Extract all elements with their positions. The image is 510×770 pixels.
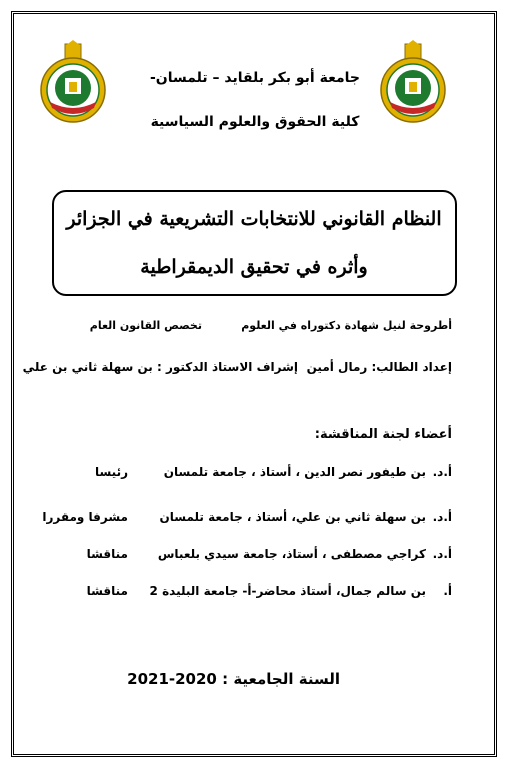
jury-role: مشرفا ومقررا	[42, 510, 128, 524]
thesis-title-line2: وأثره في تحقيق الديمقراطية	[140, 256, 368, 278]
jury-title: أ.	[443, 584, 452, 598]
thesis-title-line1: النظام القانوني للانتخابات التشريعية في الجزائر	[66, 208, 442, 230]
jury-title: أ.د.	[432, 547, 452, 561]
jury-role: رئيسا	[94, 465, 128, 479]
thesis-specialty: تخصص القانون العام	[89, 319, 202, 332]
jury-title: أ.د.	[432, 510, 452, 524]
university-name: جامعة أبو بكر بلقايد – تلمسان-	[150, 70, 360, 86]
supervisor-name: إشراف الاستاذ الدكتور : بن سهلة ثاني بن علي	[22, 360, 298, 374]
jury-title: أ.د.	[432, 465, 452, 479]
university-seal-icon	[38, 40, 108, 128]
jury-member-name: بن طيفور نصر الدين ، أستاذ ، جامعة تلمسان	[163, 465, 426, 479]
jury-heading: أعضاء لجنة المناقشة:	[314, 427, 452, 442]
thesis-degree: أطروحة لنيل شهادة دكتوراه في العلوم	[241, 319, 452, 332]
student-name: إعداد الطالب: رمال أمين	[306, 360, 452, 374]
jury-role: مناقشا	[86, 547, 128, 561]
academic-year: السنة الجامعية : 2020-2021	[127, 670, 340, 688]
jury-role: مناقشا	[86, 584, 128, 598]
university-seal-icon	[378, 40, 448, 128]
faculty-name: كلية الحقوق والعلوم السياسية	[150, 114, 360, 130]
title-box	[52, 190, 457, 296]
jury-member-name: كراجي مصطفى ، أستاذ، جامعة سيدي بلعباس	[157, 547, 426, 561]
jury-member-name: بن سالم جمال، أستاذ محاضر-أ- جامعة البليدة 2	[149, 584, 426, 598]
jury-member-name: بن سهلة ثاني بن علي، أستاذ ، جامعة تلمسان	[159, 510, 426, 524]
